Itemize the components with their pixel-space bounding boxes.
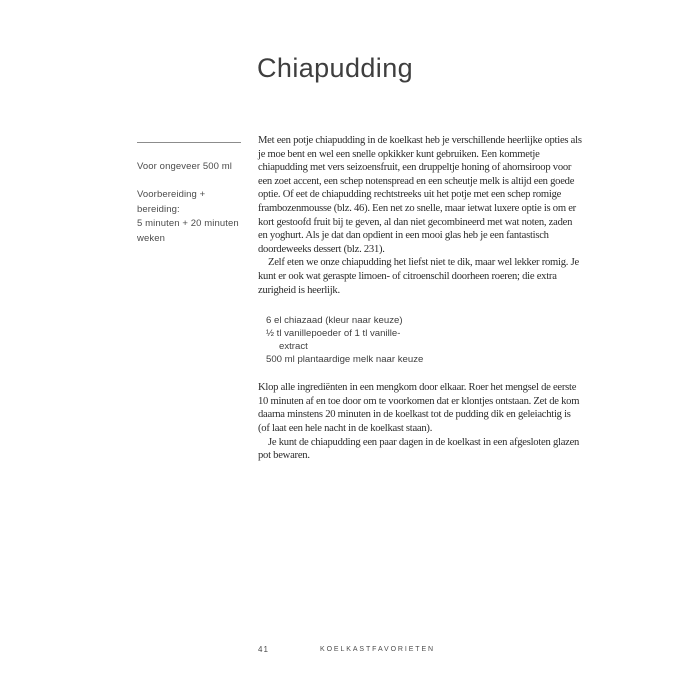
recipe-body <box>258 134 616 463</box>
intro-paragraph: Met een potje chiapudding in de koelkast heb je verschillende heerlijke opties als je moe bent en wel een snelle opkikker kunt gebruiken. Een kommetje chiapudding met vers seizoensfruit, een druppeltje honing of ahornsiroop voor een zoet accent, een schep notenspread en een scheutje melk is altijd een goede optie. Of eet de chiapudding rechtstreeks uit het potje met een schep romige frambozenmousse (blz. 46). Een net zo snelle, maar ietwat luxere optie is om er kort gestoofd fruit bij te geven, al dan niet gecombineerd met wat noten, zaden en yoghurt. Als je dat dan opdient in een mooi glas heb je een fantastisch doordeweeks dessert (blz. 231). <box>258 135 582 255</box>
ingredient-list: 6 el chiazaad (kleur naar keuze) ½ tl vanillepoeder of 1 tl vanille- extract 500 ml plantaardige melk naar keuze <box>266 315 424 366</box>
storage-paragraph: Je kunt de chiapudding een paar dagen in de koelkast in een afgesloten glazen pot bewaren. <box>258 436 580 462</box>
sidebar-divider <box>137 142 241 143</box>
recipe-title: Chiapudding <box>257 53 414 83</box>
prep-time-note: Voorbereiding + bereiding: 5 minuten + 20 minuten weken <box>137 189 239 245</box>
page-number: 41 <box>258 645 269 654</box>
method-paragraph: Klop alle ingrediënten in een mengkom door elkaar. Roer het mengsel de eerste 10 minuten af en toe door om te voorkomen dat er klontjes ontstaan. Zet de kom daarna minstens 20 minuten in de koelkast tot de pudding dik en geleiachtig is (of laat een hele nacht in de koelkast staan). <box>258 382 580 434</box>
serving-note-paragraph: Zelf eten we onze chiapudding het liefst niet te dik, maar wel lekker romig. Je kunt er ook wat geraspte limoen- of citroenschil doorheen roeren; die extra zurigheid is heerlijk. <box>258 257 579 296</box>
recipe-meta-sidebar <box>137 142 247 247</box>
yield-note: Voor ongeveer 500 ml <box>137 161 232 172</box>
page-footer <box>0 645 700 659</box>
chapter-title: KOELKASTFAVORIETEN <box>320 645 435 653</box>
